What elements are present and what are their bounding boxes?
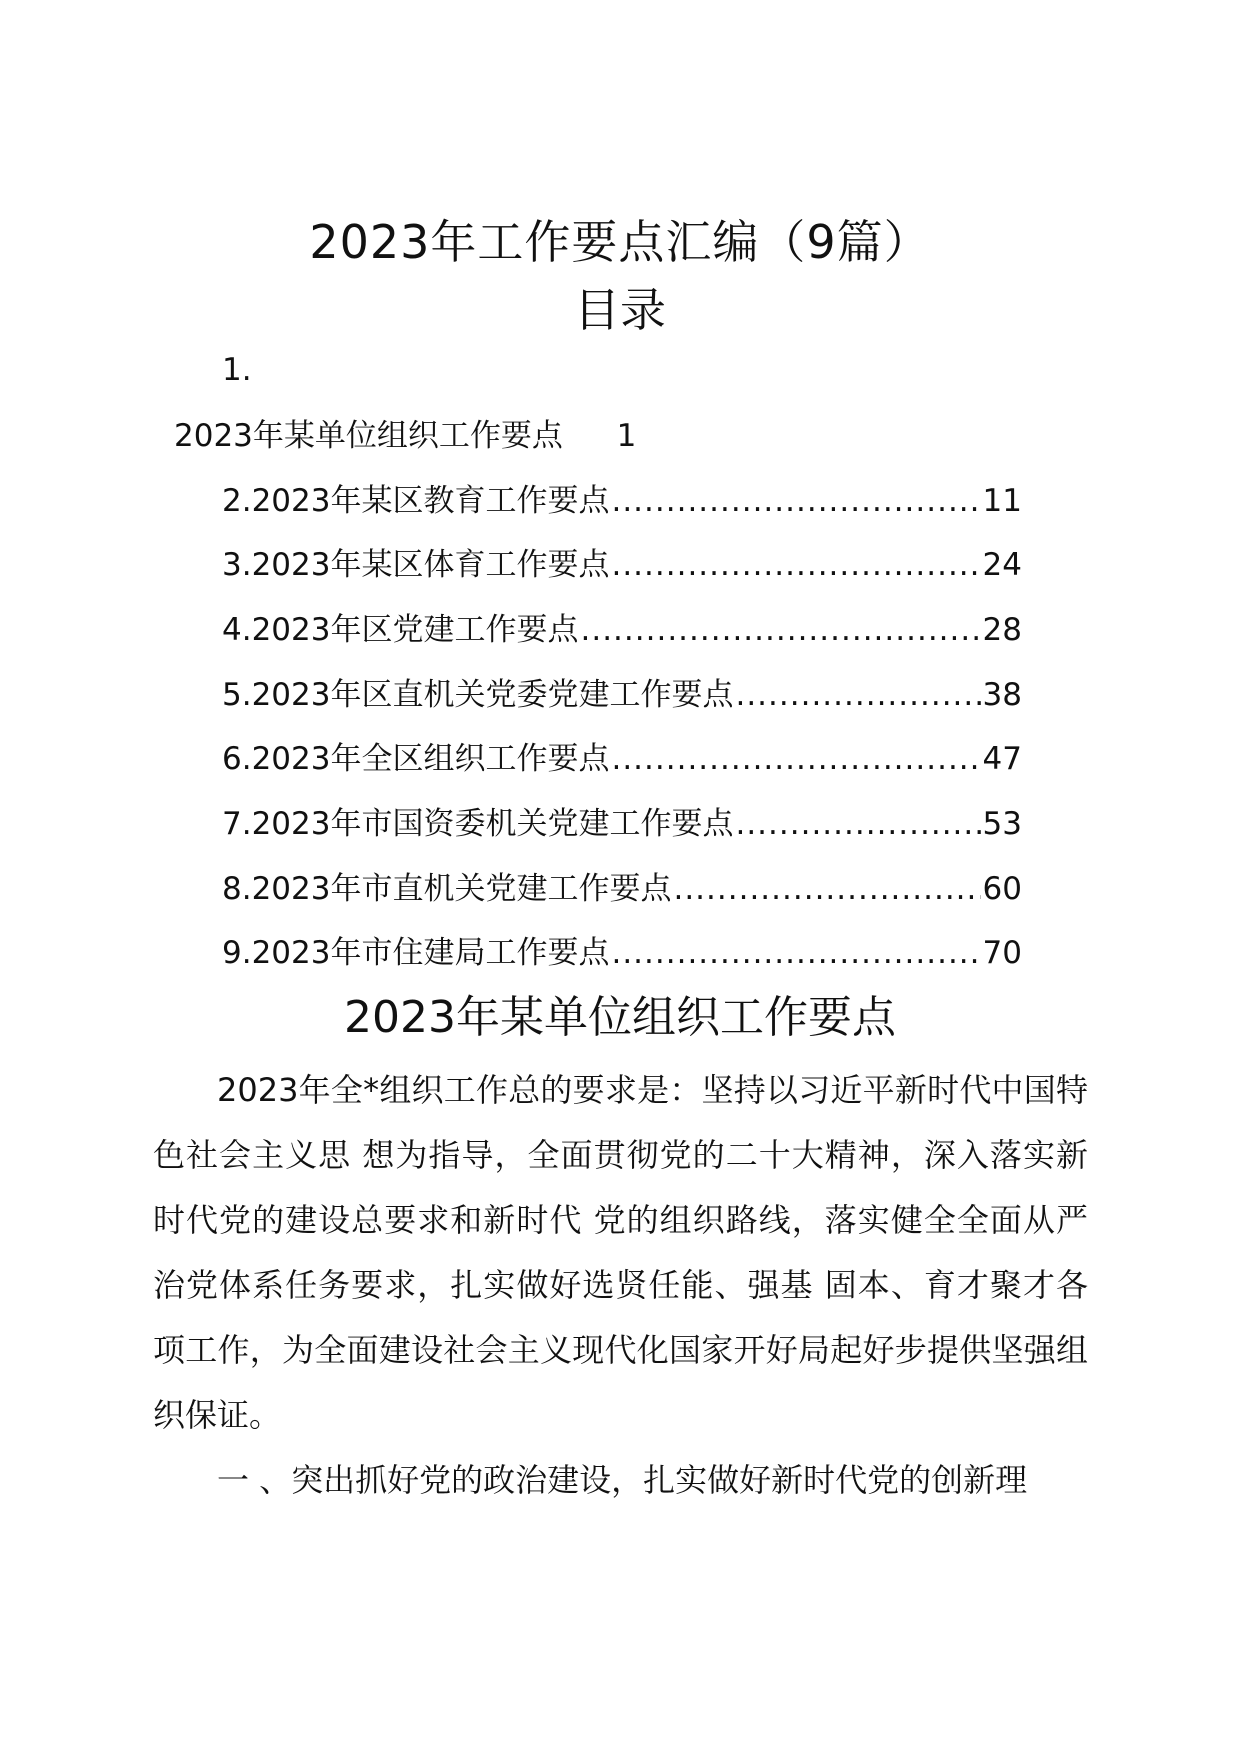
toc-leader <box>673 869 980 909</box>
toc-item-1-number[interactable]: 1. <box>222 352 252 388</box>
toc-item-5[interactable] <box>222 675 1022 715</box>
toc-item-9[interactable] <box>222 933 1022 973</box>
intro-paragraph: 2023年全*组织工作总的要求是：坚持以习近平新时代中国特色社会主义思 想为指导，全面贯彻党的二十大精神，深入落实新时代党的建设总要求和新时代 党的组织路线，落实健全全面从严治党体系任务要求，扎实做好选贤任能、强基 固本、育才聚才各项工作，为全面建设社会主义现代化国家开好局起好步提供坚强组织保证。 <box>153 1071 1088 1434</box>
toc-item-1-page: 1 <box>616 418 637 454</box>
toc-item-page: 70 <box>982 935 1022 971</box>
toc-item-page: 11 <box>982 483 1022 519</box>
section-title: 2023年某单位组织工作要点 <box>344 992 896 1043</box>
toc-item-label: 7.2023年市国资委机关党建工作要点 <box>222 806 734 842</box>
toc-item-page: 38 <box>982 677 1022 713</box>
toc-leader <box>611 545 980 585</box>
toc-item-1-title[interactable] <box>174 416 636 456</box>
toc-item-label: 3.2023年某区体育工作要点 <box>222 547 610 583</box>
toc-item-page: 53 <box>982 806 1022 842</box>
toc-heading: 目录 <box>574 283 666 337</box>
toc-item-1-label: 2023年某单位组织工作要点 <box>174 418 563 454</box>
toc-leader <box>611 739 980 779</box>
toc-item-6[interactable] <box>222 739 1022 779</box>
toc-item-4[interactable] <box>222 610 1022 650</box>
toc-item-3[interactable] <box>222 545 1022 585</box>
toc-item-label: 6.2023年全区组织工作要点 <box>222 741 610 777</box>
toc-item-label: 9.2023年市住建局工作要点 <box>222 935 610 971</box>
toc-item-label: 5.2023年区直机关党委党建工作要点 <box>222 677 734 713</box>
toc-item-page: 28 <box>982 612 1022 648</box>
toc-item-page: 60 <box>982 871 1022 907</box>
toc-leader <box>735 675 980 715</box>
toc-item-label: 2.2023年某区教育工作要点 <box>222 483 610 519</box>
document-title: 2023年工作要点汇编（9篇） <box>309 215 931 269</box>
toc-item-2[interactable] <box>222 481 1022 521</box>
toc-item-label: 4.2023年区党建工作要点 <box>222 612 579 648</box>
toc-leader <box>580 610 980 650</box>
section-heading-1: 一 、突出抓好党的政治建设，扎实做好新时代党的创新理 <box>217 1461 1028 1499</box>
toc-leader <box>611 933 980 973</box>
toc-leader <box>611 481 980 521</box>
toc-item-label: 8.2023年市直机关党建工作要点 <box>222 871 672 907</box>
toc-item-page: 47 <box>982 741 1022 777</box>
toc-item-page: 24 <box>982 547 1022 583</box>
toc-leader <box>735 804 980 844</box>
toc-item-8[interactable] <box>222 869 1022 909</box>
toc-item-7[interactable] <box>222 804 1022 844</box>
